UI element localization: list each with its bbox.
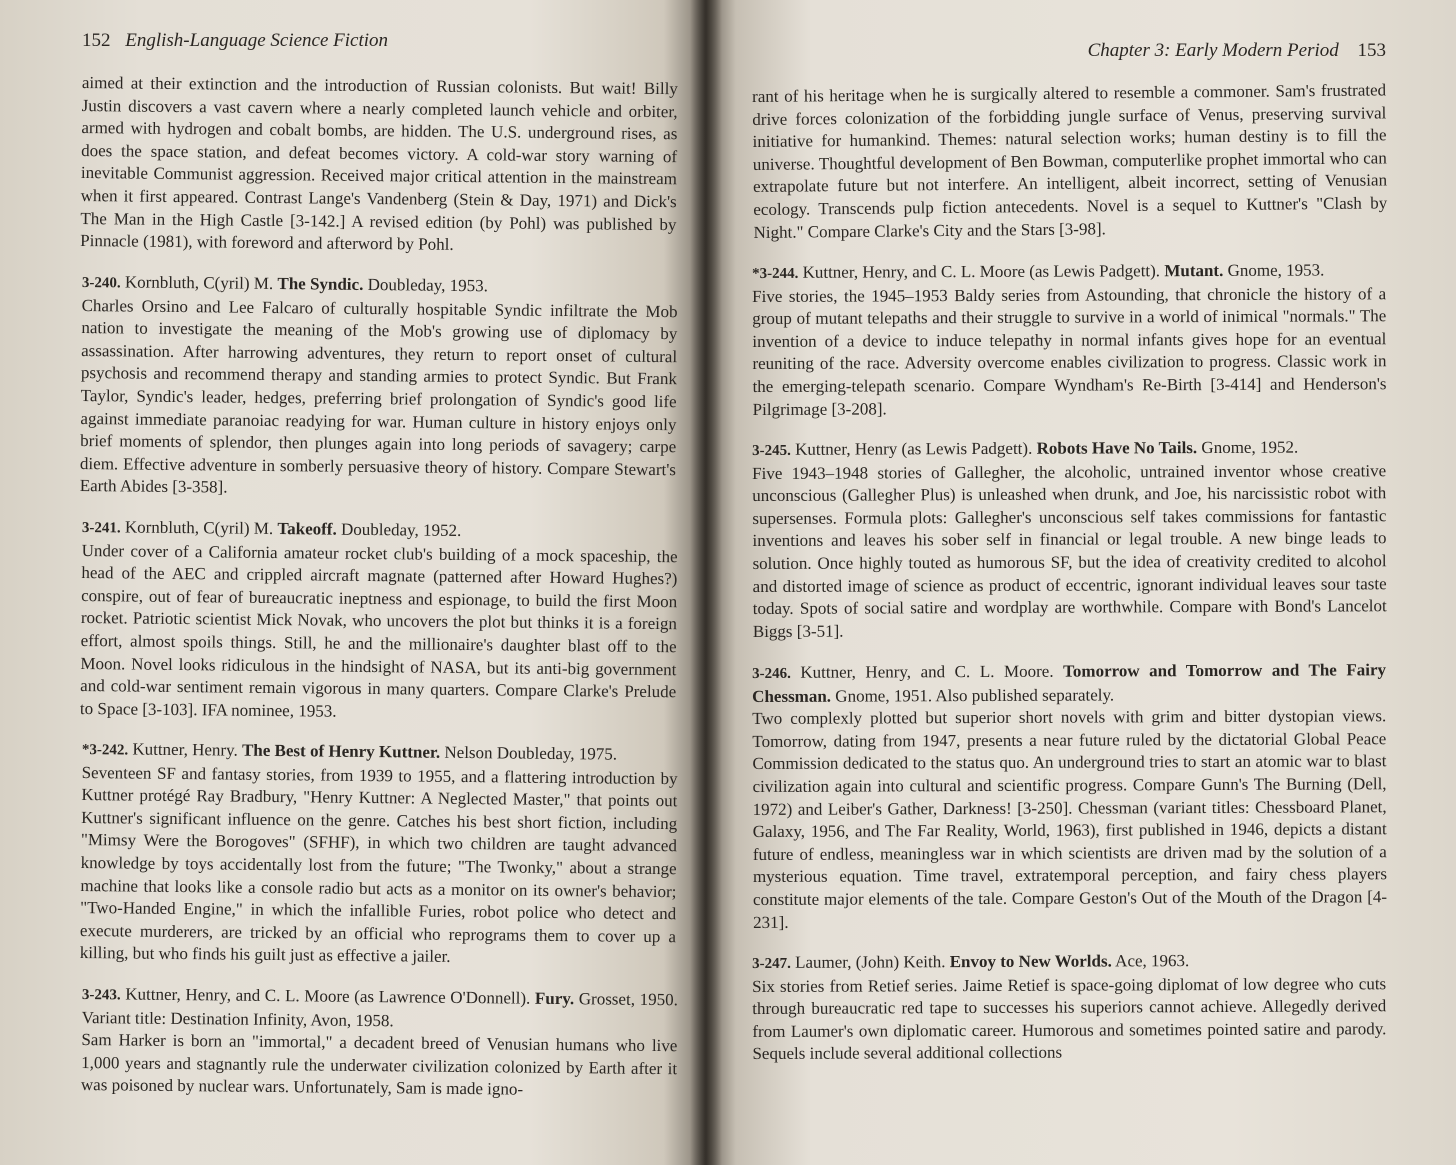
entry-code: 3-247. bbox=[752, 955, 791, 972]
entry-author: Kornbluth, C(yril) M. bbox=[124, 517, 274, 538]
entry-body: Seventeen SF and fantasy stories, from 1939 to 1955, and a flattering introduction by Kuttner protégé Ray Bradbury, "Henry Kuttner: A Neglected Master," that points out Kuttner's significant influence on the genre. Catches his best short fiction, including "Mimsy Were the Borogoves" (SFHF), in which two children are taught advanced knowledge by toys accidentally lost from the future; "The Twonky," about a strange machine that looks like a console radio but acts as a monitor on its owner's behavior; "Two-Handed Engine," in which the infallible Furies, robot police who detect and execute murderers, are tricked by an official who reprograms them to cover up a killing, but who finds his guilt just as effective a jailer. bbox=[79, 762, 678, 967]
entry-publication: Nelson Doubleday, 1975. bbox=[444, 742, 618, 764]
right-running-title: Chapter 3: Early Modern Period bbox=[1087, 40, 1339, 61]
entry-publication: Gnome, 1953. bbox=[1227, 260, 1325, 281]
entry-body: Under cover of a California amateur rocket club's building of a mock spaceship, the head of the AEC and crippled aircraft magnate (patterned after Howard Hughes?) conspire, out of fear of bureaucratic ineptness and espionage, to build the first Moon rocket. Patriotic scientist Mick Novak, who uncovers the plot but thinks it is a foreign effort, almost spoils things. Still, he and the millionaire's daughter blast off to the Moon. Novel looks ridiculous in the hindsight of NASA, but its anti-big government and cold-war sentiment remain vigorous in many quarters. Compare Clarke's Prelude to Space [3-103]. IFA nominee, 1953. bbox=[79, 540, 678, 721]
entry-body: Five 1943–1948 stories of Gallegher, the alcoholic, untrained inventor whose creative unconscious (Gallegher Plus) is unleashed when drunk, and Joe, his narcissistic robot with supersenses. Formula plots: Gallegher's unconscious self takes commissions for fantastic inventions and leaves his sober self in financial or legal trouble. A new binge leads to solution. Once highly touted as humorous SF, but the idea of creativity credited to alcohol and distorted image of science as product of eccentric, ignorant individual leaves sour taste today. Spots of social satire and wordplay are worthwhile. Compare with Bond's Lancelot Biggs [3-51]. bbox=[752, 461, 1387, 642]
entry-code: 3-243. bbox=[81, 986, 121, 1004]
entry-3-245 bbox=[752, 437, 1387, 644]
entry-title: Tomorrow and Tomorrow and The Fairy Chessman. bbox=[752, 659, 1387, 706]
left-continuation-text: aimed at their extinction and the introduction of Russian colonists. But wait! Billy Justin discovers a vast cavern where a nearly completed launch vehicle and orbiter, armed with hydrogen and cobalt bombs, are hidden. The U.S. underground rises, as does the space station, and defeat becomes victory. A cold-war story warning of inevitable Communist aggression. Received major critical attention in the mainstream when it first appeared. Contrast Lange's Vandenberg (Stein & Day, 1971) and Dick's The Man in the High Castle [3-142.] A revised edition (by Pohl) was published by Pinnacle (1981), with foreword and afterword by Pohl. bbox=[80, 72, 678, 255]
entry-body: Two complexly plotted but superior short novels with grim and bitter dystopian views. Tomorrow, dating from 1947, presents a near future ruled by the dictatorial Global Peace Commission dedicated to the status quo. An underground tries to start an atomic war to blast civilization again into cultural and scientific progress. Compare Gunn's The Burning (Dell, 1972) and Leiber's Gather, Darkness! [3-250]. Chessman (variant titles: Chessboard Planet, Galaxy, 1956, and The Far Reality, World, 1963), first published in 1946, depicts a distant future of endless, meaningless war in which scientists are driven mad by the solution of a mysterious equation. Time travel, extratemporal perception, and fairy chess players constitute major elements of the tale. Compare Geston's Out of the Mouth of the Dragon [4-231]. bbox=[752, 706, 1388, 932]
entry-body: Six stories from Retief series. Jaime Retief is space-going diplomat of low degree who cuts through bureaucratic red tape to successes his superiors cannot achieve. Allegedly derived from Laumer's own diplomatic career. Humorous and sometimes pointed satire and parody. Sequels include several additional collections bbox=[752, 973, 1387, 1064]
entry-author: Kuttner, Henry, and C. L. Moore. bbox=[800, 661, 1054, 682]
entry-3-241 bbox=[80, 516, 678, 727]
left-running-head bbox=[82, 30, 678, 54]
entry-body: Five stories, the 1945–1953 Baldy series from Astounding, that chronicle the history of a group of mutant telepaths and their struggle to survive in a world of inimical "normals." The invention of a device to induce telepathy in normal infants gives hope for an eventual reuniting of the race. Adversity overcome enables civilization to progress. Classic work in the emerging-telepath scenario. Compare Wyndham's Re-Birth [3-414] and Henderson's Pilgrimage [3-208]. bbox=[752, 283, 1387, 419]
right-running-head bbox=[752, 40, 1386, 64]
entry-author: Laumer, (John) Keith. bbox=[795, 951, 946, 972]
entry-author: Kuttner, Henry. bbox=[132, 739, 238, 760]
left-running-title: English-Language Science Fiction bbox=[125, 30, 389, 51]
entry-title: Mutant. bbox=[1164, 261, 1224, 281]
entry-code: 3-246. bbox=[752, 665, 791, 682]
entry-publication: Gnome, 1952. bbox=[1201, 437, 1299, 458]
entry-code: 3-245. bbox=[752, 443, 791, 460]
left-page-number: 152 bbox=[82, 30, 111, 51]
entry-code: *3-242. bbox=[81, 742, 129, 759]
book-gutter-shadow bbox=[690, 0, 722, 1165]
entry-3-247 bbox=[752, 949, 1386, 1066]
entry-body: Sam Harker is born an "immortal," a decadent breed of Venusian humans who live 1,000 years and stagnantly rule the underwater civilization colonized by Earth after it was poisoned by nuclear wars. Unfortunately, Sam is made igno- bbox=[80, 1030, 678, 1099]
entry-title: Robots Have No Tails. bbox=[1036, 438, 1198, 459]
entry-publication: Ace, 1963. bbox=[1115, 950, 1190, 971]
right-continuation-text: rant of his heritage when he is surgically altered to resemble a commoner. Sam's frustrated drive forces colonization of the forbidding jungle surface of Venus, preserving survival initiative for humankind. Themes: natural selection works; human destiny is to fill the universe. Thoughtful development of Ben Bowman, computerlike prophet immortal who can extrapolate future but not interfere. An intelligent, albeit incorrect, setting of Venusian ecology. Transcends pulp fiction antecedents. Novel is a sequel to Kuttner's "Clash by Night." Compare Clarke's City and the Stars [3-98]. bbox=[752, 80, 1388, 242]
right-page bbox=[706, 0, 1456, 1165]
entry-title: The Syndic. bbox=[277, 273, 364, 294]
entry-code: 3-240. bbox=[81, 274, 121, 292]
right-page-number: 153 bbox=[1357, 40, 1386, 61]
entry-author: Kuttner, Henry, and C. L. Moore (as Lawrence O'Donnell). bbox=[125, 984, 531, 1008]
entry-title: Takeoff. bbox=[277, 518, 337, 539]
entry-3-243 bbox=[81, 983, 678, 1103]
entry-3-244 bbox=[752, 259, 1387, 421]
entry-code: *3-244. bbox=[752, 265, 799, 283]
entry-author: Kuttner, Henry (as Lewis Padgett). bbox=[795, 439, 1033, 460]
entry-publication: Grosset, 1950. Variant title: Destination Infinity, Avon, 1958. bbox=[81, 989, 678, 1030]
entry-title: The Best of Henry Kuttner. bbox=[241, 740, 441, 762]
entry-body: Charles Orsino and Lee Falcaro of culturally hospitable Syndic infiltrate the Mob nation to investigate the meaning of the Mob's growing use of diplomacy by assassination. After harrowing adventures, they return to report onset of cultural psychosis and recommend therapy and standing armies to protect Syndic. But Frank Taylor, Syndic's leader, hedges, preferring brief prolongation of Syndic's good life against immediate paranoiac readying for war. Human culture in history enjoys only brief moments of splendor, then plunges again into long periods of savagery; carpe diem. Effective adventure in somberly persuasive theory of history. Compare Stewart's Earth Abides [3-358]. bbox=[79, 295, 678, 497]
entry-author: Kuttner, Henry, and C. L. Moore (as Lewis Padgett). bbox=[802, 261, 1161, 282]
entry-publication: Doubleday, 1952. bbox=[340, 519, 462, 540]
entry-3-240 bbox=[80, 271, 678, 504]
entry-title: Fury. bbox=[534, 988, 575, 1009]
entry-code: 3-241. bbox=[81, 519, 121, 537]
left-page bbox=[0, 0, 706, 1165]
entry-publication: Gnome, 1951. Also published separately. bbox=[835, 684, 1115, 705]
entry-publication: Doubleday, 1953. bbox=[367, 274, 488, 296]
entry-3-246 bbox=[752, 659, 1387, 934]
entry-title: Envoy to New Worlds. bbox=[949, 951, 1112, 971]
entry-author: Kornbluth, C(yril) M. bbox=[124, 272, 274, 293]
entry-3-242 bbox=[80, 738, 678, 971]
